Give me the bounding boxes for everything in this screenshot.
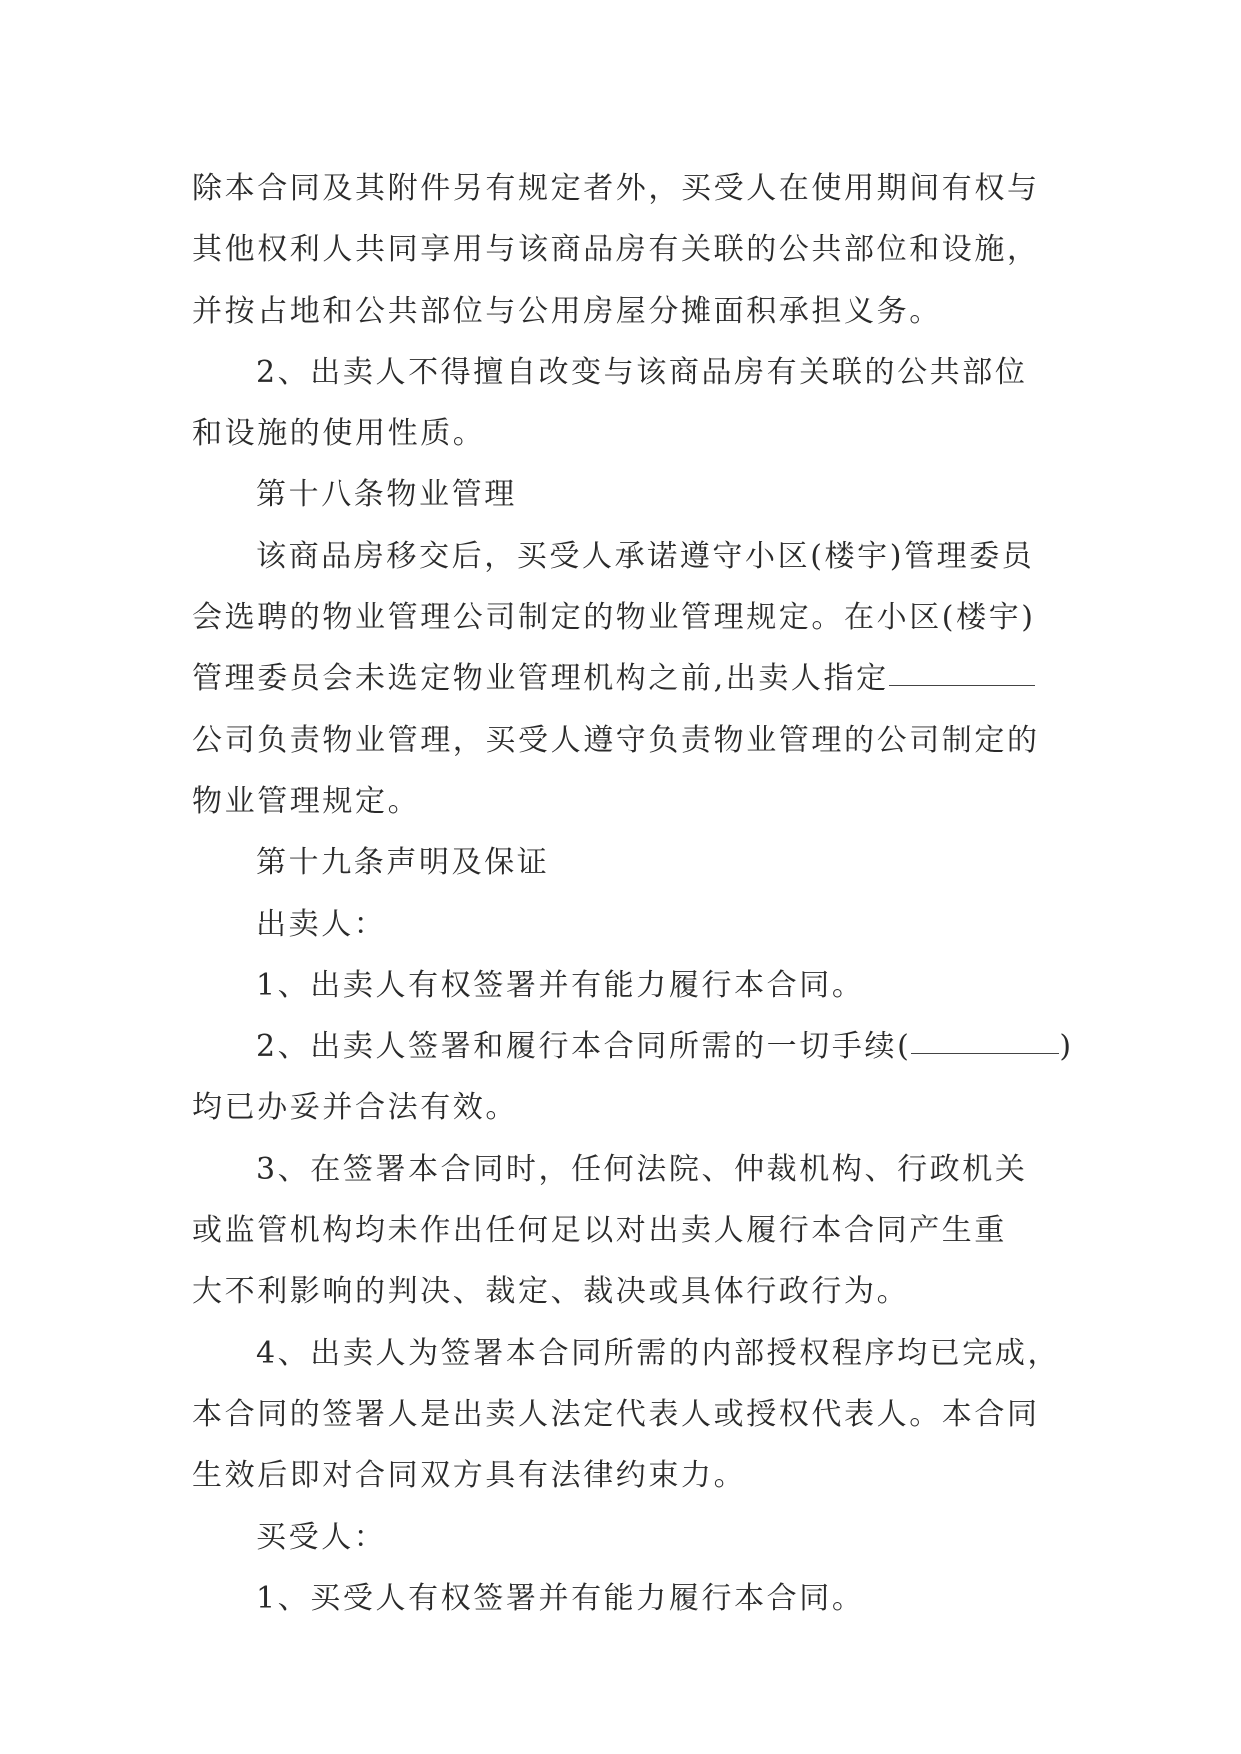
fill-in-blank[interactable] xyxy=(911,1023,1059,1054)
text-line: 3、在签署本合同时，任何法院、仲裁机构、行政机关 xyxy=(256,1151,1028,1187)
text-line: 其他权利人共同享用与该商品房有关联的公共部位和设施， xyxy=(192,232,1040,268)
fill-in-blank[interactable] xyxy=(889,655,1035,686)
text-line: 该商品房移交后，买受人承诺遵守小区(楼宇)管理委员 xyxy=(256,538,1035,574)
text-line: 会选聘的物业管理公司制定的物业管理规定。在小区(楼宇) xyxy=(192,600,1036,636)
party-heading: 买受人： xyxy=(256,1519,387,1555)
text-line: 本合同的签署人是出卖人法定代表人或授权代表人。本合同 xyxy=(192,1396,1040,1432)
text-line: 公司负责物业管理，买受人遵守负责物业管理的公司制定的 xyxy=(192,722,1040,758)
text-line: 1、出卖人有权签署并有能力履行本合同。 xyxy=(256,967,865,1003)
text-line: 或监管机构均未作出任何足以对出卖人履行本合同产生重 xyxy=(192,1213,1007,1249)
text-line: 除本合同及其附件另有规定者外，买受人在使用期间有权与 xyxy=(192,171,1040,206)
text-line: 2、出卖人不得擅自改变与该商品房有关联的公共部位 xyxy=(256,354,1028,390)
party-heading: 出卖人： xyxy=(256,906,387,942)
text-line: 和设施的使用性质。 xyxy=(192,416,486,452)
text-line: 均已办妥并合法有效。 xyxy=(192,1090,518,1126)
text-line: 1、买受人有权签署并有能力履行本合同。 xyxy=(256,1580,865,1616)
text-line: 4、出卖人为签署本合同所需的内部授权程序均已完成， xyxy=(256,1335,1061,1371)
contract-text xyxy=(192,158,1074,1629)
text-line: 物业管理规定。 xyxy=(192,783,421,819)
article-heading: 第十九条声明及保证 xyxy=(256,845,550,881)
article-heading: 第十八条物业管理 xyxy=(256,477,517,513)
text-line: 生效后即对合同双方具有法律约束力。 xyxy=(192,1458,747,1494)
text-segment: 2、出卖人签署和履行本合同所需的一切手续( xyxy=(256,1029,912,1065)
text-line: 大不利影响的判决、裁定、裁决或具体行政行为。 xyxy=(192,1274,910,1310)
text-line-with-blank xyxy=(192,1016,1074,1077)
text-line: 并按占地和公共部位与公用房屋分摊面积承担义务。 xyxy=(192,293,942,329)
text-line-with-blank xyxy=(192,648,1052,709)
text-segment: 管理委员会未选定物业管理机构之前,出卖人指定 xyxy=(192,661,889,697)
text-segment: ) xyxy=(1059,1029,1074,1065)
